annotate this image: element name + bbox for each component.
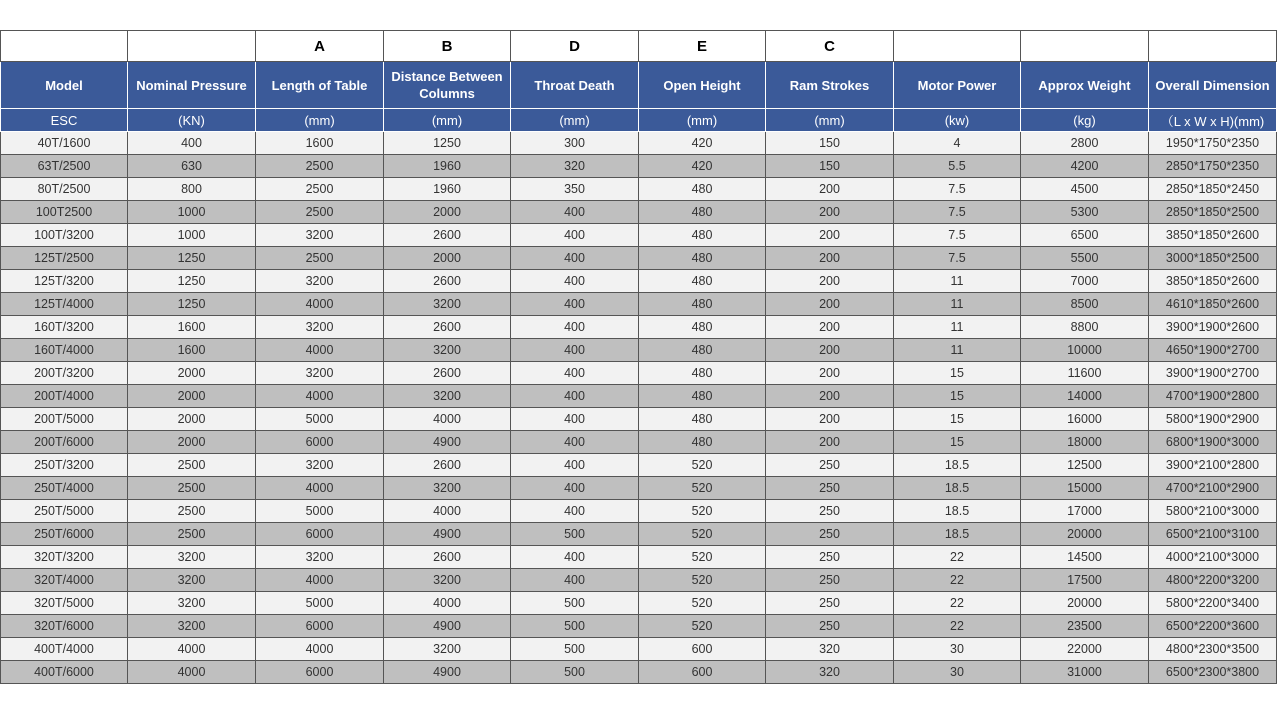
unit-row-cell-open-height: (mm) [639,109,766,132]
table-row-cell-approx-weight: 18000 [1021,431,1149,454]
table-row-cell-model: 160T/4000 [1,339,128,362]
table-row-cell-overall-dimension: 5800*2100*3000 [1149,500,1277,523]
table-row-cell-length-of-table: 4000 [256,638,384,661]
table-row [1,661,1277,684]
table-row-cell-approx-weight: 7000 [1021,270,1149,293]
dimension-letter-row-cell-model [1,31,128,62]
table-row-cell-overall-dimension: 4000*2100*3000 [1149,546,1277,569]
column-header-row-cell-ram-strokes: Ram Strokes [766,62,894,109]
table-row-cell-motor-power: 18.5 [894,477,1021,500]
dimension-letter-row-cell-open-height: E [639,31,766,62]
table-row-cell-overall-dimension: 3900*2100*2800 [1149,454,1277,477]
table-row-cell-model: 40T/1600 [1,132,128,155]
table-row-cell-ram-strokes: 200 [766,270,894,293]
table-row-cell-overall-dimension: 2850*1850*2500 [1149,201,1277,224]
table-row-cell-approx-weight: 17000 [1021,500,1149,523]
table-row-cell-approx-weight: 17500 [1021,569,1149,592]
table-row-cell-distance-between-columns: 3200 [384,385,511,408]
table-row-cell-ram-strokes: 200 [766,385,894,408]
table-row-cell-throat-death: 500 [511,523,639,546]
table-row-cell-distance-between-columns: 1960 [384,178,511,201]
table-row-cell-open-height: 520 [639,523,766,546]
table-row-cell-nominal-pressure: 4000 [128,638,256,661]
table-row-cell-open-height: 600 [639,638,766,661]
table-row-cell-nominal-pressure: 2000 [128,431,256,454]
table-row-cell-throat-death: 500 [511,592,639,615]
table-row-cell-model: 320T/6000 [1,615,128,638]
table-row-cell-model: 160T/3200 [1,316,128,339]
table-row-cell-ram-strokes: 250 [766,500,894,523]
table-row-cell-throat-death: 320 [511,155,639,178]
table-row-cell-nominal-pressure: 630 [128,155,256,178]
table-row-cell-ram-strokes: 200 [766,339,894,362]
table-row-cell-approx-weight: 15000 [1021,477,1149,500]
table-row-cell-overall-dimension: 6500*2100*3100 [1149,523,1277,546]
table-row-cell-nominal-pressure: 3200 [128,615,256,638]
table-row-cell-open-height: 480 [639,270,766,293]
table-row-cell-ram-strokes: 200 [766,362,894,385]
table-row-cell-length-of-table: 5000 [256,408,384,431]
table-row-cell-approx-weight: 8500 [1021,293,1149,316]
table-row [1,201,1277,224]
column-header-row-cell-distance-between-columns: Distance Between Columns [384,62,511,109]
table-row-cell-motor-power: 7.5 [894,224,1021,247]
table-row-cell-overall-dimension: 3900*1900*2700 [1149,362,1277,385]
table-row [1,592,1277,615]
table-row-cell-open-height: 480 [639,431,766,454]
table-row-cell-open-height: 480 [639,408,766,431]
table-row-cell-throat-death: 400 [511,316,639,339]
table-row-cell-open-height: 520 [639,546,766,569]
table-row-cell-throat-death: 500 [511,615,639,638]
table-row-cell-length-of-table: 5000 [256,500,384,523]
table-row-cell-length-of-table: 4000 [256,569,384,592]
table-row-cell-open-height: 480 [639,201,766,224]
table-row-cell-length-of-table: 3200 [256,316,384,339]
table-row-cell-approx-weight: 4200 [1021,155,1149,178]
table-row-cell-distance-between-columns: 4000 [384,408,511,431]
table-row-cell-model: 125T/4000 [1,293,128,316]
table-row-cell-overall-dimension: 6500*2300*3800 [1149,661,1277,684]
table-row-cell-length-of-table: 4000 [256,385,384,408]
table-row-cell-distance-between-columns: 4900 [384,431,511,454]
table-row-cell-model: 250T/5000 [1,500,128,523]
table-row-cell-ram-strokes: 200 [766,408,894,431]
table-row-cell-ram-strokes: 250 [766,546,894,569]
table-row-cell-model: 63T/2500 [1,155,128,178]
table-row-cell-length-of-table: 2500 [256,178,384,201]
table-row-cell-distance-between-columns: 2600 [384,546,511,569]
table-row-cell-throat-death: 400 [511,454,639,477]
table-row-cell-open-height: 520 [639,500,766,523]
table-row-cell-open-height: 520 [639,454,766,477]
table-row-cell-motor-power: 7.5 [894,247,1021,270]
table-row-cell-length-of-table: 3200 [256,546,384,569]
table-row-cell-ram-strokes: 200 [766,316,894,339]
table-row-cell-model: 320T/5000 [1,592,128,615]
table-row-cell-ram-strokes: 320 [766,638,894,661]
table-row-cell-nominal-pressure: 2000 [128,385,256,408]
table-row-cell-overall-dimension: 2850*1850*2450 [1149,178,1277,201]
table-row-cell-distance-between-columns: 2600 [384,224,511,247]
table-row [1,569,1277,592]
table-row-cell-length-of-table: 2500 [256,247,384,270]
table-row-cell-length-of-table: 3200 [256,362,384,385]
table-row-cell-approx-weight: 16000 [1021,408,1149,431]
table-row-cell-overall-dimension: 6800*1900*3000 [1149,431,1277,454]
dimension-letter-row-cell-throat-death: D [511,31,639,62]
table-row-cell-overall-dimension: 4650*1900*2700 [1149,339,1277,362]
table-row-cell-nominal-pressure: 1250 [128,293,256,316]
table-row-cell-overall-dimension: 6500*2200*3600 [1149,615,1277,638]
table-row-cell-throat-death: 400 [511,546,639,569]
table-row-cell-ram-strokes: 250 [766,477,894,500]
table-row-cell-model: 100T2500 [1,201,128,224]
table-row-cell-overall-dimension: 5800*2200*3400 [1149,592,1277,615]
table-row-cell-motor-power: 15 [894,431,1021,454]
table-row-cell-overall-dimension: 4700*2100*2900 [1149,477,1277,500]
table-row-cell-distance-between-columns: 2000 [384,247,511,270]
table-row-cell-throat-death: 400 [511,385,639,408]
table-row-cell-distance-between-columns: 4000 [384,592,511,615]
table-row-cell-approx-weight: 5300 [1021,201,1149,224]
table-row-cell-distance-between-columns: 4900 [384,523,511,546]
table-row-cell-motor-power: 30 [894,661,1021,684]
table-row-cell-open-height: 520 [639,569,766,592]
table-row-cell-ram-strokes: 150 [766,155,894,178]
table-row-cell-open-height: 520 [639,477,766,500]
table-row-cell-motor-power: 15 [894,408,1021,431]
table-row-cell-approx-weight: 23500 [1021,615,1149,638]
table-row-cell-nominal-pressure: 2500 [128,500,256,523]
table-row-cell-throat-death: 350 [511,178,639,201]
table-row-cell-throat-death: 400 [511,270,639,293]
table-row-cell-length-of-table: 4000 [256,339,384,362]
table-row-cell-motor-power: 18.5 [894,523,1021,546]
table-row-cell-distance-between-columns: 2000 [384,201,511,224]
table-row-cell-throat-death: 400 [511,247,639,270]
column-header-row [1,62,1277,109]
table-row-cell-approx-weight: 20000 [1021,592,1149,615]
unit-row-cell-approx-weight: (kg) [1021,109,1149,132]
table-row-cell-distance-between-columns: 3200 [384,477,511,500]
table-row-cell-nominal-pressure: 4000 [128,661,256,684]
table-row-cell-distance-between-columns: 3200 [384,638,511,661]
table-row-cell-throat-death: 400 [511,224,639,247]
table-row-cell-ram-strokes: 200 [766,293,894,316]
table-row-cell-ram-strokes: 250 [766,592,894,615]
table-row-cell-open-height: 480 [639,362,766,385]
table-row-cell-motor-power: 11 [894,270,1021,293]
table-row-cell-approx-weight: 12500 [1021,454,1149,477]
column-header-row-cell-approx-weight: Approx Weight [1021,62,1149,109]
table-row-cell-ram-strokes: 250 [766,615,894,638]
table-row-cell-approx-weight: 5500 [1021,247,1149,270]
spec-table-container [0,30,1276,684]
table-row-cell-ram-strokes: 200 [766,201,894,224]
table-row-cell-nominal-pressure: 1250 [128,270,256,293]
table-row-cell-ram-strokes: 200 [766,178,894,201]
table-row-cell-ram-strokes: 250 [766,454,894,477]
table-row-cell-throat-death: 500 [511,661,639,684]
table-row-cell-overall-dimension: 4800*2300*3500 [1149,638,1277,661]
table-row-cell-motor-power: 15 [894,385,1021,408]
table-row-cell-approx-weight: 20000 [1021,523,1149,546]
table-row-cell-throat-death: 400 [511,477,639,500]
table-row-cell-distance-between-columns: 3200 [384,569,511,592]
table-row-cell-length-of-table: 5000 [256,592,384,615]
table-row-cell-approx-weight: 22000 [1021,638,1149,661]
dimension-letter-row-cell-distance-between-columns: B [384,31,511,62]
table-row [1,155,1277,178]
table-row [1,316,1277,339]
table-row-cell-open-height: 480 [639,339,766,362]
table-row-cell-distance-between-columns: 1250 [384,132,511,155]
table-row-cell-open-height: 480 [639,385,766,408]
table-row-cell-distance-between-columns: 2600 [384,316,511,339]
table-row-cell-nominal-pressure: 400 [128,132,256,155]
table-row [1,408,1277,431]
table-row-cell-open-height: 480 [639,293,766,316]
table-row [1,546,1277,569]
unit-row-cell-ram-strokes: (mm) [766,109,894,132]
table-row-cell-nominal-pressure: 2000 [128,362,256,385]
table-row-cell-nominal-pressure: 1250 [128,247,256,270]
column-header-row-cell-throat-death: Throat Death [511,62,639,109]
table-row-cell-approx-weight: 10000 [1021,339,1149,362]
table-row-cell-overall-dimension: 3850*1850*2600 [1149,270,1277,293]
table-row-cell-model: 320T/4000 [1,569,128,592]
table-row-cell-length-of-table: 6000 [256,661,384,684]
table-row-cell-motor-power: 15 [894,362,1021,385]
dimension-letter-row-cell-overall-dimension [1149,31,1277,62]
table-row-cell-motor-power: 22 [894,615,1021,638]
table-row-cell-motor-power: 7.5 [894,201,1021,224]
unit-row [1,109,1277,132]
table-row-cell-motor-power: 11 [894,293,1021,316]
table-row-cell-motor-power: 22 [894,546,1021,569]
table-row-cell-overall-dimension: 3850*1850*2600 [1149,224,1277,247]
table-row-cell-approx-weight: 6500 [1021,224,1149,247]
table-row-cell-distance-between-columns: 3200 [384,339,511,362]
table-row-cell-model: 250T/3200 [1,454,128,477]
table-row [1,477,1277,500]
table-row [1,523,1277,546]
table-row [1,454,1277,477]
table-row-cell-approx-weight: 2800 [1021,132,1149,155]
table-row-cell-throat-death: 400 [511,293,639,316]
table-row-cell-motor-power: 30 [894,638,1021,661]
table-row-cell-overall-dimension: 3000*1850*2500 [1149,247,1277,270]
hydraulic-press-spec-table [0,30,1277,684]
table-row [1,132,1277,155]
table-row-cell-model: 400T/6000 [1,661,128,684]
unit-row-cell-overall-dimension: （L x W x H)(mm) [1149,109,1277,132]
dimension-letter-row-cell-motor-power [894,31,1021,62]
table-row-cell-overall-dimension: 4700*1900*2800 [1149,385,1277,408]
column-header-row-cell-open-height: Open Height [639,62,766,109]
table-row [1,178,1277,201]
table-row-cell-approx-weight: 11600 [1021,362,1149,385]
unit-row-cell-throat-death: (mm) [511,109,639,132]
table-row-cell-model: 250T/6000 [1,523,128,546]
table-row-cell-open-height: 480 [639,224,766,247]
table-row [1,247,1277,270]
table-row-cell-open-height: 480 [639,178,766,201]
table-row-cell-nominal-pressure: 1600 [128,339,256,362]
table-row-cell-model: 200T/5000 [1,408,128,431]
table-row [1,270,1277,293]
table-row-cell-length-of-table: 3200 [256,270,384,293]
table-row-cell-model: 200T/4000 [1,385,128,408]
unit-row-cell-motor-power: (kw) [894,109,1021,132]
table-row-cell-throat-death: 400 [511,431,639,454]
table-row-cell-throat-death: 300 [511,132,639,155]
table-row-cell-model: 320T/3200 [1,546,128,569]
table-row-cell-nominal-pressure: 3200 [128,592,256,615]
table-row-cell-throat-death: 400 [511,569,639,592]
table-row-cell-approx-weight: 4500 [1021,178,1149,201]
table-row-cell-open-height: 600 [639,661,766,684]
table-row-cell-length-of-table: 4000 [256,293,384,316]
table-row-cell-nominal-pressure: 2500 [128,477,256,500]
unit-row-cell-nominal-pressure: (KN) [128,109,256,132]
table-row-cell-model: 125T/3200 [1,270,128,293]
table-row-cell-open-height: 520 [639,592,766,615]
table-row-cell-motor-power: 18.5 [894,454,1021,477]
table-row-cell-throat-death: 400 [511,339,639,362]
table-row-cell-nominal-pressure: 2500 [128,523,256,546]
table-row [1,638,1277,661]
table-row-cell-model: 100T/3200 [1,224,128,247]
table-row-cell-overall-dimension: 1950*1750*2350 [1149,132,1277,155]
table-row-cell-ram-strokes: 200 [766,224,894,247]
table-row-cell-nominal-pressure: 1000 [128,201,256,224]
table-row [1,293,1277,316]
table-row [1,362,1277,385]
dimension-letter-row-cell-ram-strokes: C [766,31,894,62]
table-row-cell-nominal-pressure: 1000 [128,224,256,247]
table-row-cell-distance-between-columns: 3200 [384,293,511,316]
table-row [1,500,1277,523]
table-row-cell-model: 80T/2500 [1,178,128,201]
unit-row-cell-length-of-table: (mm) [256,109,384,132]
table-row-cell-length-of-table: 4000 [256,477,384,500]
table-row-cell-model: 125T/2500 [1,247,128,270]
table-row-cell-overall-dimension: 2850*1750*2350 [1149,155,1277,178]
column-header-row-cell-motor-power: Motor Power [894,62,1021,109]
table-row-cell-motor-power: 11 [894,316,1021,339]
column-header-row-cell-overall-dimension: Overall Dimension [1149,62,1277,109]
table-row-cell-motor-power: 7.5 [894,178,1021,201]
column-header-row-cell-length-of-table: Length of Table [256,62,384,109]
table-row-cell-model: 200T/3200 [1,362,128,385]
table-row-cell-length-of-table: 6000 [256,615,384,638]
table-row-cell-motor-power: 22 [894,592,1021,615]
table-row-cell-length-of-table: 6000 [256,523,384,546]
table-row-cell-approx-weight: 8800 [1021,316,1149,339]
table-row-cell-nominal-pressure: 1600 [128,316,256,339]
table-row [1,385,1277,408]
table-row-cell-open-height: 480 [639,247,766,270]
table-row-cell-open-height: 480 [639,316,766,339]
table-row-cell-length-of-table: 3200 [256,454,384,477]
table-row-cell-throat-death: 400 [511,201,639,224]
dimension-letter-row [1,31,1277,62]
table-row [1,431,1277,454]
table-row-cell-distance-between-columns: 2600 [384,454,511,477]
unit-row-cell-distance-between-columns: (mm) [384,109,511,132]
table-row-cell-length-of-table: 2500 [256,201,384,224]
table-row-cell-overall-dimension: 3900*1900*2600 [1149,316,1277,339]
table-row-cell-length-of-table: 1600 [256,132,384,155]
table-row [1,224,1277,247]
table-row-cell-ram-strokes: 250 [766,523,894,546]
table-row-cell-throat-death: 500 [511,638,639,661]
column-header-row-cell-model: Model [1,62,128,109]
table-row-cell-nominal-pressure: 3200 [128,569,256,592]
table-row-cell-throat-death: 400 [511,408,639,431]
unit-row-cell-model: ESC [1,109,128,132]
table-row-cell-nominal-pressure: 2000 [128,408,256,431]
table-row-cell-distance-between-columns: 2600 [384,270,511,293]
table-row-cell-ram-strokes: 200 [766,247,894,270]
table-row-cell-length-of-table: 3200 [256,224,384,247]
table-row-cell-overall-dimension: 5800*1900*2900 [1149,408,1277,431]
table-row-cell-nominal-pressure: 3200 [128,546,256,569]
table-row-cell-motor-power: 11 [894,339,1021,362]
table-row-cell-approx-weight: 31000 [1021,661,1149,684]
table-row-cell-ram-strokes: 250 [766,569,894,592]
table-row-cell-distance-between-columns: 4000 [384,500,511,523]
table-row-cell-model: 200T/6000 [1,431,128,454]
table-row-cell-model: 400T/4000 [1,638,128,661]
table-row-cell-length-of-table: 6000 [256,431,384,454]
table-row-cell-open-height: 420 [639,132,766,155]
table-row-cell-motor-power: 5.5 [894,155,1021,178]
table-row-cell-ram-strokes: 320 [766,661,894,684]
table-row-cell-distance-between-columns: 4900 [384,615,511,638]
dimension-letter-row-cell-approx-weight [1021,31,1149,62]
table-row-cell-throat-death: 400 [511,362,639,385]
table-row-cell-throat-death: 400 [511,500,639,523]
table-row-cell-approx-weight: 14500 [1021,546,1149,569]
table-row-cell-open-height: 420 [639,155,766,178]
table-row-cell-motor-power: 22 [894,569,1021,592]
table-row-cell-distance-between-columns: 2600 [384,362,511,385]
table-row-cell-nominal-pressure: 800 [128,178,256,201]
table-row-cell-motor-power: 4 [894,132,1021,155]
table-row-cell-overall-dimension: 4800*2200*3200 [1149,569,1277,592]
table-row [1,615,1277,638]
table-row-cell-ram-strokes: 200 [766,431,894,454]
table-row-cell-motor-power: 18.5 [894,500,1021,523]
table-row-cell-open-height: 520 [639,615,766,638]
table-row-cell-nominal-pressure: 2500 [128,454,256,477]
dimension-letter-row-cell-nominal-pressure [128,31,256,62]
table-row-cell-ram-strokes: 150 [766,132,894,155]
table-row-cell-overall-dimension: 4610*1850*2600 [1149,293,1277,316]
table-row-cell-approx-weight: 14000 [1021,385,1149,408]
table-row-cell-length-of-table: 2500 [256,155,384,178]
table-row [1,339,1277,362]
table-row-cell-model: 250T/4000 [1,477,128,500]
table-row-cell-distance-between-columns: 4900 [384,661,511,684]
dimension-letter-row-cell-length-of-table: A [256,31,384,62]
table-row-cell-distance-between-columns: 1960 [384,155,511,178]
column-header-row-cell-nominal-pressure: Nominal Pressure [128,62,256,109]
